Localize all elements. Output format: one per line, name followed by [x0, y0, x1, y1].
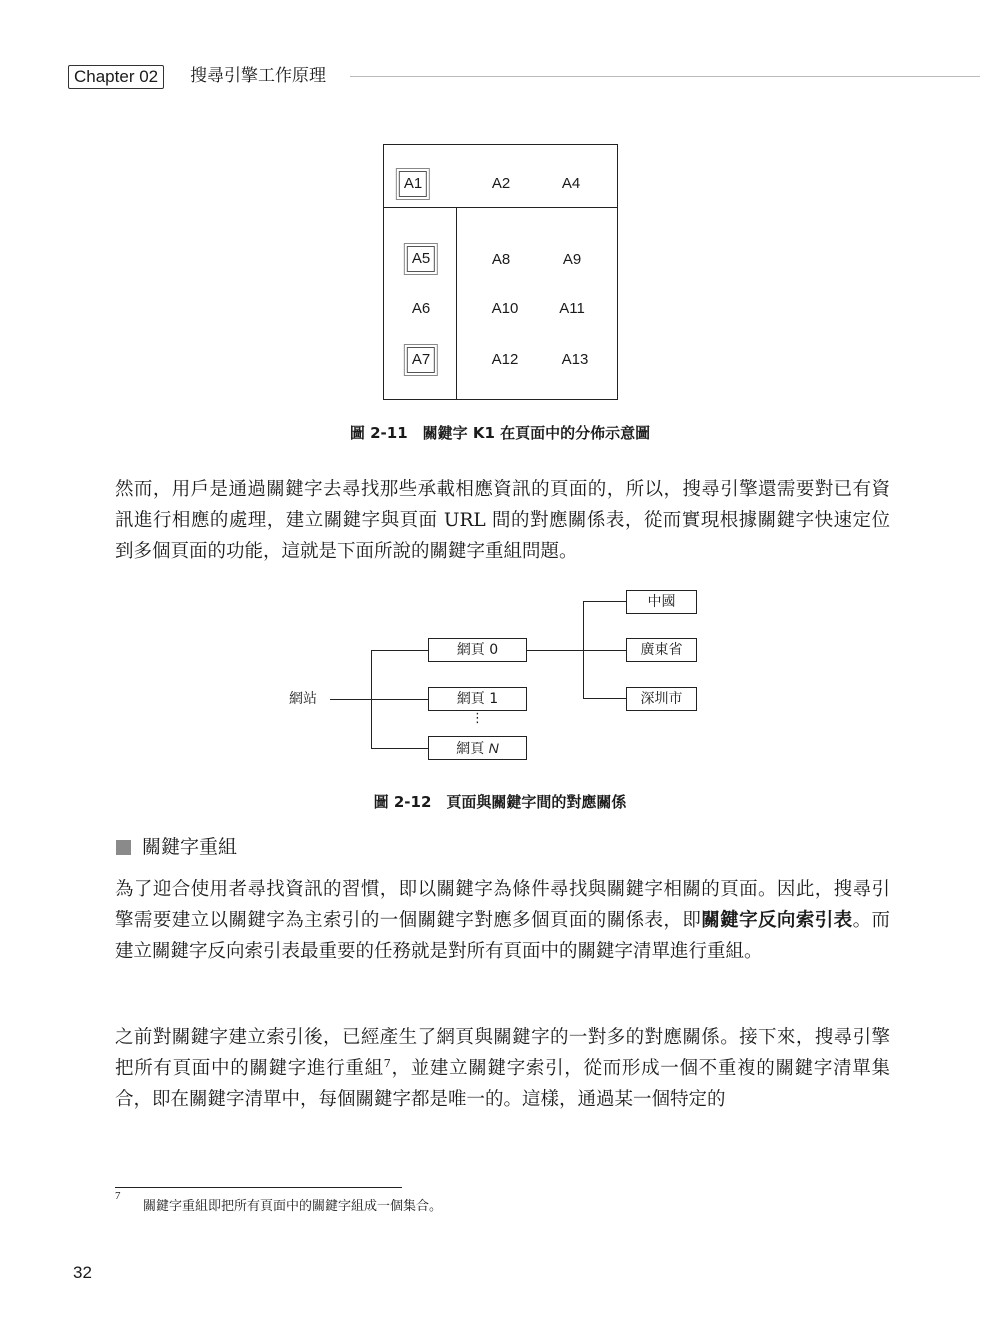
site-label: 網站 [289, 691, 317, 707]
page-node-n-variable: N [488, 740, 499, 756]
cell-a1: A1 [399, 171, 427, 197]
figure-caption: 圖 2-11 關鍵字 K1 在頁面中的分佈示意圖 [349, 424, 651, 442]
footnote-divider [115, 1187, 402, 1188]
page-node-0: 網頁 0 [428, 638, 527, 662]
connector-line [330, 699, 372, 700]
keyword-node-china: 中國 [626, 590, 697, 614]
cell-a4: A4 [561, 175, 581, 192]
cell-a11: A11 [559, 300, 585, 317]
ellipsis-vertical: ⋮ [471, 711, 484, 726]
body-paragraph: 然而，用戶是通過關鍵字去尋找那些承載相應資訊的頁面的，所以，搜尋引擎還需要對已有資訊進行相應的處理，建立關鍵字與頁面 URL 間的對應關係表，從而實現根據關鍵字快速定位到多個頁面的功能，這就是下面所說的關鍵字重組問題。 [115, 479, 890, 562]
section-marker-icon [116, 840, 131, 855]
body-paragraph [115, 1022, 890, 1115]
connector-line [583, 650, 626, 651]
page-number: 32 [73, 1263, 92, 1282]
page-node-n-label: 網頁 [456, 741, 489, 757]
keyword-node-shenzhen: 深圳市 [626, 687, 697, 711]
connector-line [371, 748, 428, 749]
cell-a9: A9 [562, 251, 582, 268]
key-term: 關鍵字反向索引表 [701, 910, 853, 931]
cell-a13: A13 [561, 351, 589, 368]
page-node-n [428, 736, 527, 760]
cell-a7: A7 [407, 347, 435, 373]
keyword-node-guangdong: 廣東省 [626, 638, 697, 662]
cell-a5: A5 [407, 246, 435, 272]
cell-a8: A8 [491, 251, 511, 268]
connector-line [583, 601, 626, 602]
connector-line [371, 699, 428, 700]
figure-caption: 圖 2-12 頁面與關鍵字間的對應關係 [373, 793, 627, 811]
chapter-label: Chapter 02 [68, 65, 164, 89]
paragraph-text: 為了迎合使用者尋找資訊的習慣，即以關鍵字為條件尋找與關鍵字相關的頁面。因此，搜尋引擎需要建立以關鍵字為主索引的一個關鍵字對應多個頁面的關係表，即 [115, 879, 890, 931]
connector-line [526, 650, 584, 651]
grid-divider-horizontal [383, 207, 618, 208]
footnote-number: 7 [115, 1190, 121, 1202]
chapter-title: 搜尋引擎工作原理 [190, 66, 326, 86]
connector-line [371, 650, 428, 651]
section-title: 關鍵字重組 [142, 836, 238, 858]
paragraph-text: ，並建立關鍵字索引，從而形成一個不重複的關鍵字清單集合，即在關鍵字清單中，每個關鍵字都是唯一的。這樣，通過某一個特定的 [115, 1058, 890, 1110]
body-paragraph [115, 874, 890, 967]
cell-a6: A6 [411, 300, 431, 317]
paragraph-text: 之前對關鍵字建立索引後，已經產生了網頁與關鍵字的一對多的對應關係。接下來，搜尋引擎把所有頁面中的關鍵字進行重組 [115, 1027, 890, 1079]
cell-a12: A12 [491, 351, 519, 368]
cell-a10: A10 [491, 300, 519, 317]
footnote-text: 關鍵字重組即把所有頁面中的關鍵字組成一個集合。 [143, 1199, 443, 1214]
page-node-1: 網頁 1 [428, 687, 527, 711]
header-divider [350, 76, 980, 77]
paragraph-text: 。而建立關鍵字反向索引表最重要的任務就是對所有頁面中的關鍵字清單進行重組。 [115, 910, 890, 962]
footnote-reference[interactable]: 7 [383, 1056, 391, 1070]
cell-a2: A2 [491, 175, 511, 192]
connector-line [583, 698, 626, 699]
grid-divider-vertical [456, 208, 457, 399]
